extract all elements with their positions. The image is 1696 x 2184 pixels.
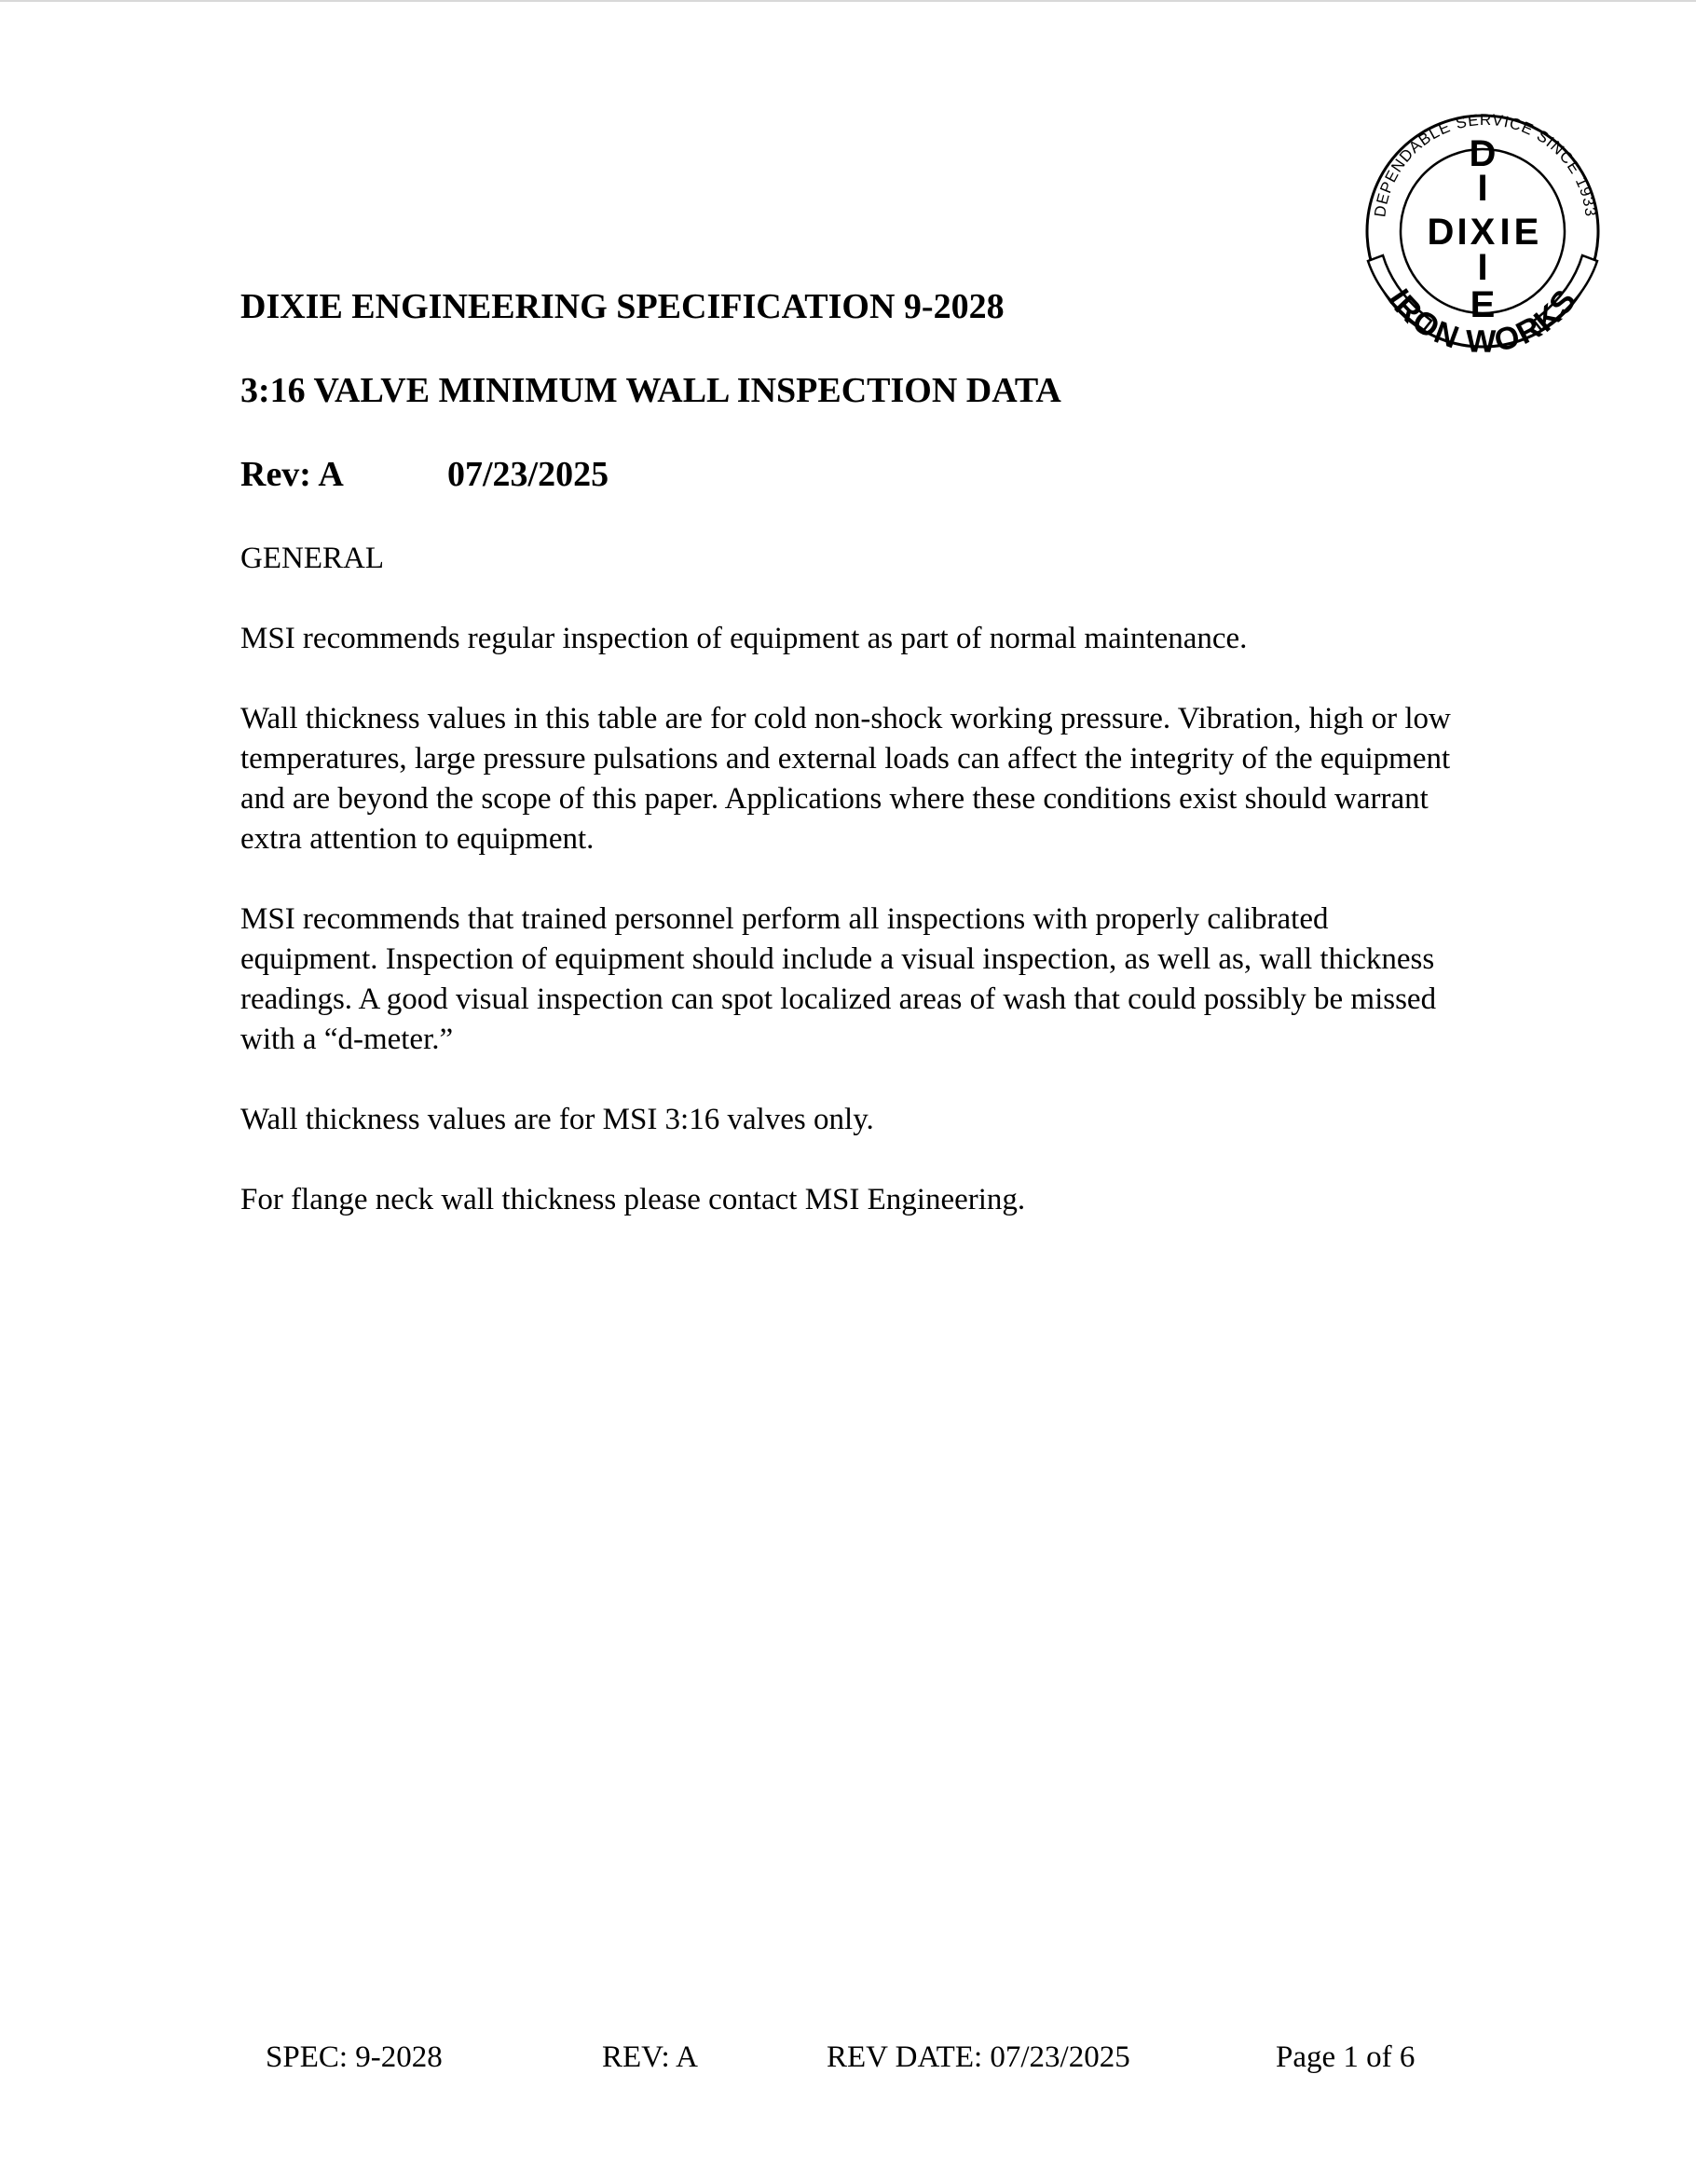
document-subtitle: 3:16 VALVE MINIMUM WALL INSPECTION DATA [240, 371, 1061, 410]
revision-date: 07/23/2025 [447, 455, 609, 494]
paragraph-1: MSI recommends regular inspection of equipment as part of normal maintenance. [240, 622, 1248, 655]
paragraph-2: Wall thickness values in this table are for cold non-shock working pressure. Vibration, high or low temperatures, large pressure pulsations and external loads can affect the integrity of the equipment and are beyond the scope of this paper. Applications where these conditions exist should warrant extra attention to equipment. [240, 702, 1451, 856]
svg-text:D: D [1469, 133, 1497, 174]
document-title: DIXIE ENGINEERING SPECIFICATION 9-2028 [240, 287, 1005, 326]
logo-arc-top-text: DEPENDABLE SERVICE SINCE 1933 [1371, 111, 1600, 219]
footer-rev-date: REV DATE: 07/23/2025 [827, 2040, 1130, 2074]
svg-text:I: I [1477, 247, 1488, 288]
revision-label: Rev: A [240, 455, 344, 494]
svg-text:D: D [1427, 212, 1455, 253]
paragraph-3: MSI recommends that trained personnel perform all inspections with properly calibrated equipment. Inspection of equipment should include a visual inspection, as well as, wall thickness readings. A good visual inspection can spot localized areas of wash that could possibly be missed with a “d-meter.” [240, 902, 1437, 1056]
logo-arc-bottom-text: IRON WORKS [1380, 282, 1585, 360]
svg-text:I: I [1457, 212, 1468, 253]
svg-text:I: I [1477, 168, 1488, 209]
revision-line [240, 454, 609, 495]
section-heading-general: GENERAL [240, 542, 384, 575]
footer-rev: REV: A [602, 2040, 698, 2074]
paragraph-5: For flange neck wall thickness please contact MSI Engineering. [240, 1183, 1026, 1216]
svg-text:X: X [1470, 212, 1496, 253]
svg-text:. [1568, 243, 1569, 244]
page-top-rule [0, 0, 1696, 2]
paragraph-4: Wall thickness values are for MSI 3:16 valves only. [240, 1103, 874, 1136]
dixie-iron-works-logo [1362, 101, 1603, 360]
svg-text:E: E [1470, 284, 1496, 325]
svg-text:E: E [1513, 212, 1539, 253]
svg-text:I: I [1499, 212, 1511, 253]
footer-page-number: Page 1 of 6 [1276, 2040, 1416, 2074]
footer-spec: SPEC: 9-2028 [266, 2040, 443, 2074]
